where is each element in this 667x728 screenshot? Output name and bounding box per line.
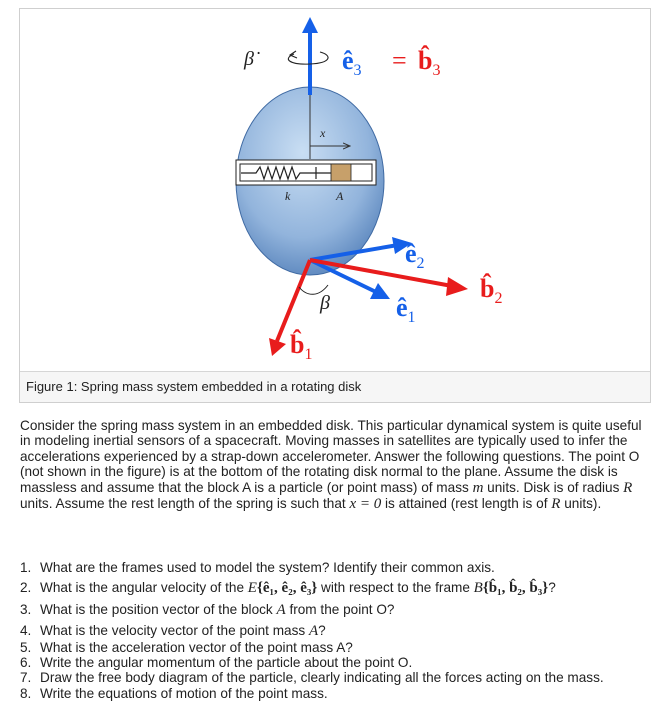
figure-box xyxy=(19,8,651,403)
beta-dot-label: β̇ xyxy=(244,48,254,70)
e3-label: $ê_3$ xyxy=(342,46,362,79)
b2-label: $b̂_2$ xyxy=(480,274,503,307)
b2-arrow xyxy=(310,260,452,286)
figure-diagram xyxy=(20,9,650,371)
question-item: 2. What is the angular velocity of the E{ê₁, ê₂, ê₃} with respect to the frame B{b̂₁, b̂₂, b̂₃}? xyxy=(20,580,556,597)
question-list xyxy=(20,560,660,701)
e1-label: $ê_1$ xyxy=(396,293,416,326)
question-item: 6. Write the angular momentum of the particle about the point O. xyxy=(20,655,413,671)
question-item: 3. What is the position vector of the block A from the point O? xyxy=(20,601,395,618)
mass-block xyxy=(331,164,351,181)
question-item: 4. What is the velocity vector of the point mass A? xyxy=(20,623,326,640)
question-item: 1. What are the frames used to model the system? Identify their common axis. xyxy=(20,560,495,575)
x-label: x xyxy=(320,126,326,140)
k-label: k xyxy=(285,189,291,203)
question-item: 5. What is the acceleration vector of the point mass A? xyxy=(20,639,353,655)
figure-caption: Figure 1: Spring mass system embedded in a rotating disk xyxy=(20,371,650,402)
equals-sign: = xyxy=(392,46,407,75)
problem-paragraph: Consider the spring mass system in an embedded disk. This particular dynamical system is quite useful in modeling inertial sensors of a spacecraft. Moving masses in satellites are typically used to infer the accelerations experienced by a strap-down accelerometer. Answer the following questions. The point O (not shown in the figure) is at the bottom of the rotating disk normal to the plane. Assume the disk is massless and assume that the block A is a particle (or point mass) of mass m units. Disk is of radius R units. Assume the rest length of the spring is such that x = 0 is attained (rest length is of R units). xyxy=(20,418,642,513)
e2-label: $ê_2$ xyxy=(405,239,425,272)
question-item: 7. Draw the free body diagram of the particle, clearly indicating all the forces acting on the mass. xyxy=(20,670,604,686)
b1-label: $b̂_1$ xyxy=(290,330,313,363)
beta-label: β xyxy=(320,292,330,314)
b3-label: $b̂_3$ xyxy=(418,46,441,79)
A-label: A xyxy=(336,189,344,203)
question-item: 8. Write the equations of motion of the point mass. xyxy=(20,685,328,701)
